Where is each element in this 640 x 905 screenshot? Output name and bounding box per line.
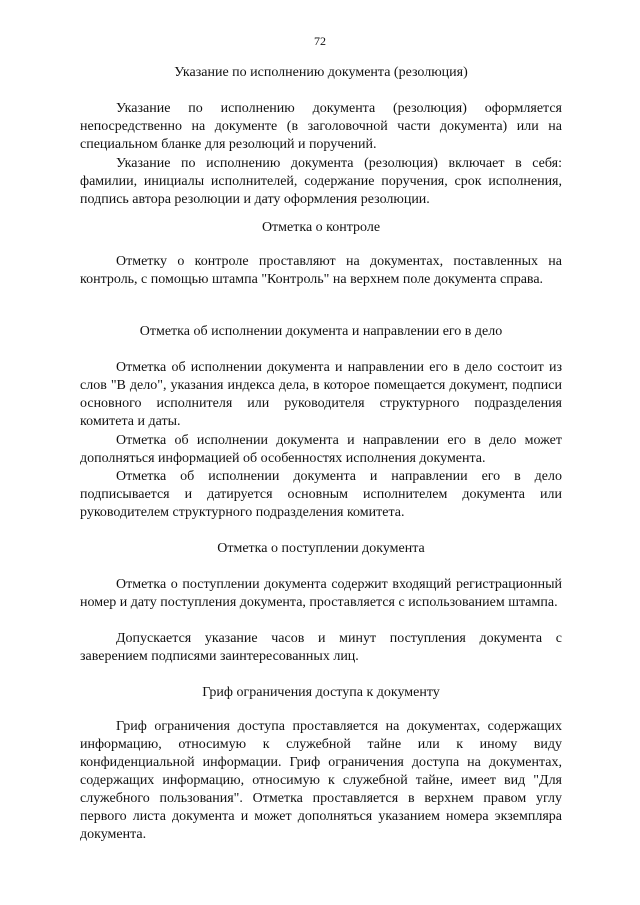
paragraph: Отметка о поступлении документа содержит входящий регистрационный номер и дату поступления документа, проставляется с использованием штампа. [80, 577, 562, 610]
section-heading-control: Отметка о контроле [261, 220, 381, 235]
section-heading-receipt: Отметка о поступлении документа [217, 541, 425, 556]
page-number: 72 [314, 34, 326, 48]
section-heading-resolution: Указание по исполнению документа (резолюция) [174, 65, 468, 80]
paragraph: Отметку о контроле проставляют на документах, поставленных на контроль, с помощью штампа "Контроль" на верхнем поле документа справа. [80, 254, 562, 287]
paragraph: Допускается указание часов и минут поступления документа с заверением подписями заинтересованных лиц. [80, 631, 562, 664]
paragraph: Указание по исполнению документа (резолюция) включает в себя: фамилии, инициалы исполнителей, содержание поручения, срок исполнения, подпись автора резолюции и дату оформления резолюции. [80, 156, 562, 207]
paragraph: Отметка об исполнении документа и направлении его в дело подписывается и датируется основным исполнителем документа или руководителем структурного подразделения комитета. [80, 469, 562, 520]
paragraph: Отметка об исполнении документа и направлении его в дело состоит из слов "В дело", указания индекса дела, в которое помещается документ, подписи основного исполнителя или руководителя структурного подразделения комитета и даты. [80, 360, 562, 429]
paragraph: Гриф ограничения доступа проставляется на документах, содержащих информацию, относимую к служебной тайне или к иному виду конфиденциальной информации. Гриф ограничения доступа на документах, содержащих информацию, относимую к служебной тайне, имеет вид "Для служебного пользования". Отметка проставляется в верхнем правом углу первого листа документа и может дополняться указанием номера экземпляра документа. [80, 719, 562, 842]
section-heading-execution: Отметка об исполнении документа и направлении его в дело [139, 324, 503, 339]
paragraph: Отметка об исполнении документа и направлении его в дело может дополняться информацией об особенностях исполнения документа. [80, 433, 562, 466]
paragraph: Указание по исполнению документа (резолюция) оформляется непосредственно на документе (в заголовочной части документа) или на специальном бланке для резолюций и поручений. [80, 101, 562, 152]
section-heading-access: Гриф ограничения доступа к документу [202, 685, 440, 700]
